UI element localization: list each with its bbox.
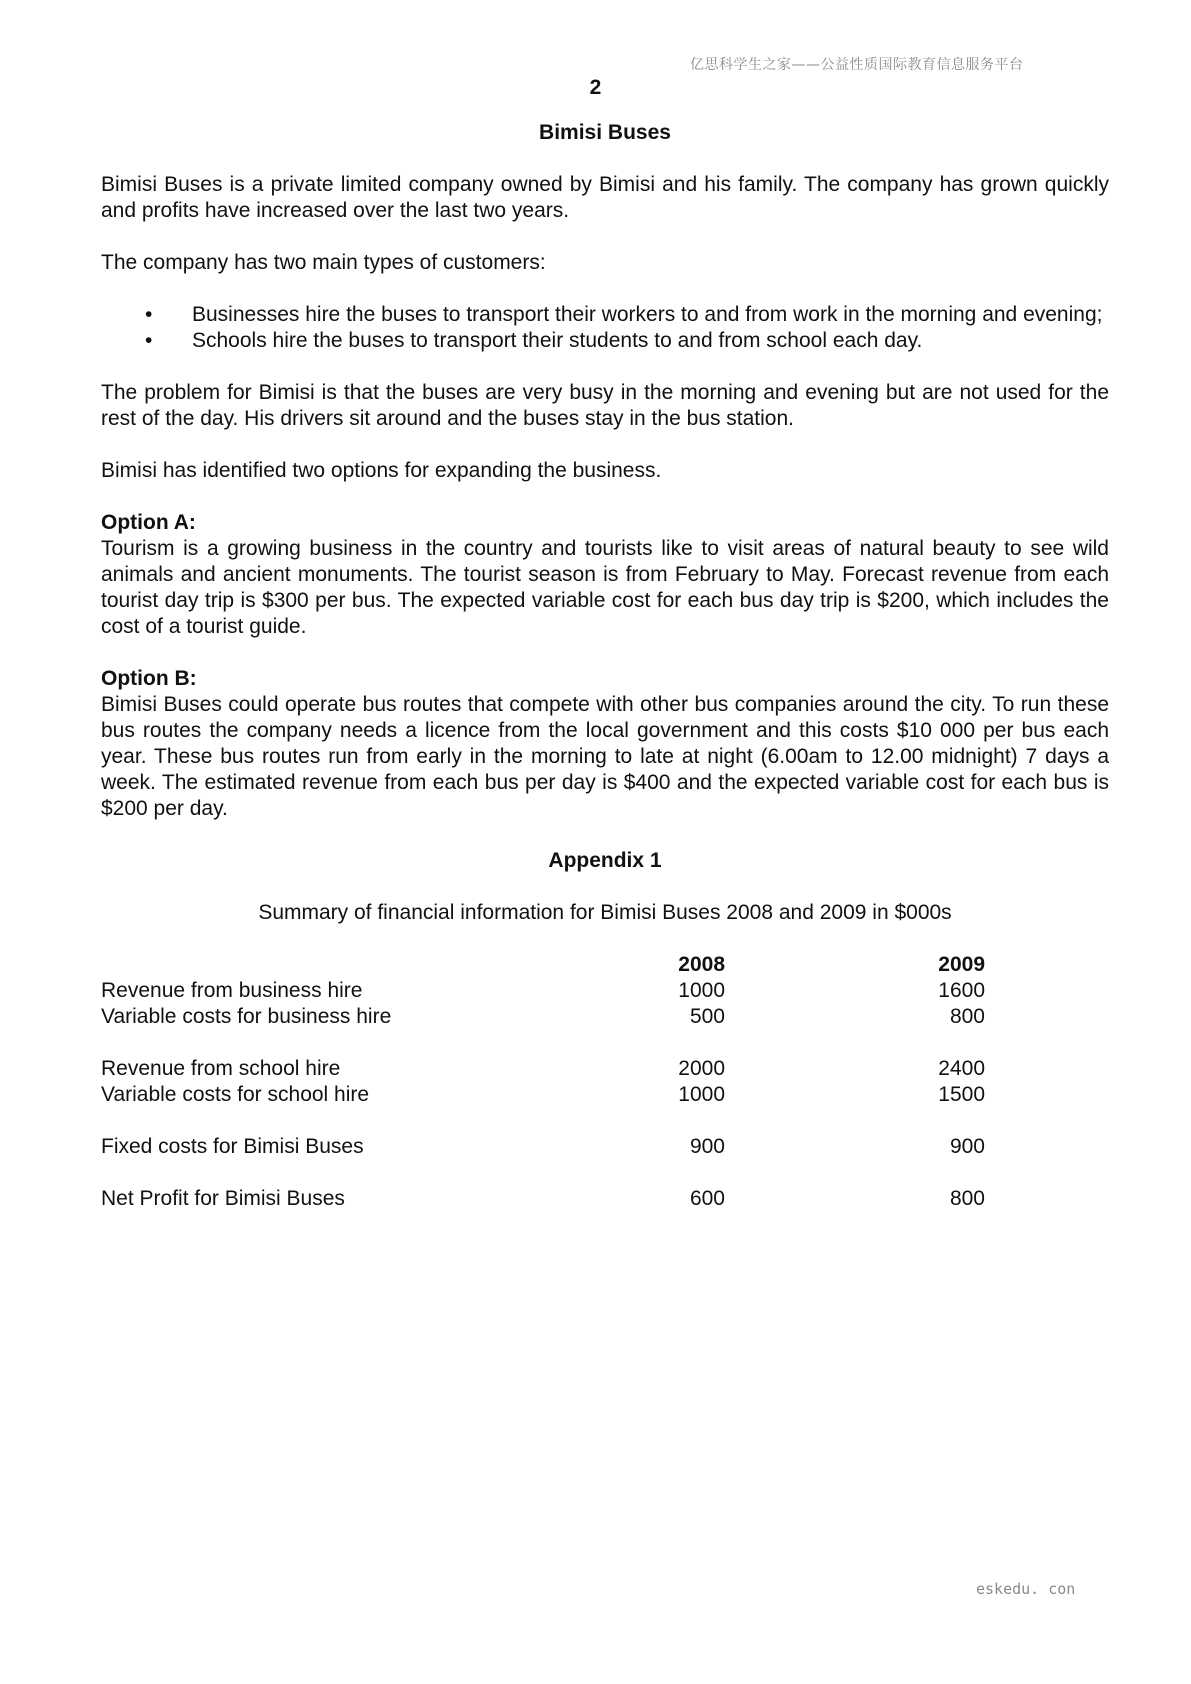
table-spacer bbox=[101, 1160, 985, 1186]
value-2009: 2400 bbox=[938, 1057, 985, 1080]
bullet-icon: • bbox=[145, 329, 153, 352]
table-row bbox=[101, 1082, 985, 1108]
watermark-text: 亿思科学生之家——公益性质国际教育信息服务平台 bbox=[690, 57, 1024, 73]
value-2009: 1600 bbox=[938, 979, 985, 1002]
option-b-heading: Option B: bbox=[101, 667, 197, 690]
row-label: Fixed costs for Bimisi Buses bbox=[101, 1135, 364, 1158]
table-row bbox=[101, 1004, 985, 1030]
column-header-2009: 2009 bbox=[938, 953, 985, 976]
options-intro-paragraph: Bimisi has identified two options for expanding the business. bbox=[101, 459, 662, 482]
list-item-text: Businesses hire the buses to transport their workers to and from work in the morning and evening; bbox=[192, 303, 1103, 326]
customer-list bbox=[101, 302, 1109, 354]
option-b-text: Bimisi Buses could operate bus routes that compete with other bus companies around the city. To run these bus routes the company needs a licence from the local government and this costs $10 000 per bus each year. These bus routes run from early in the morning to late at night (6.00am to 12.00 midnight) 7 days a week. The estimated revenue from each bus per day is $400 and the expected variable cost for each bus is $200 per day. bbox=[101, 693, 1109, 820]
table-spacer bbox=[101, 1108, 985, 1134]
problem-paragraph: The problem for Bimisi is that the buses are very busy in the morning and evening but are not used for the rest of the day. His drivers sit around and the buses stay in the bus station. bbox=[101, 381, 1109, 430]
value-2008: 900 bbox=[689, 1135, 725, 1158]
document-body bbox=[101, 120, 1109, 1212]
option-a-heading: Option A: bbox=[101, 511, 196, 534]
value-2008: 1000 bbox=[678, 979, 725, 1002]
value-2009: 800 bbox=[949, 1005, 985, 1028]
table-spacer bbox=[101, 1030, 985, 1056]
appendix-title: Appendix 1 bbox=[548, 849, 662, 872]
document-title: Bimisi Buses bbox=[539, 121, 671, 144]
financial-table bbox=[101, 952, 985, 1212]
row-label: Revenue from school hire bbox=[101, 1057, 341, 1080]
row-label: Revenue from business hire bbox=[101, 979, 363, 1002]
list-item bbox=[101, 302, 1109, 328]
table-header-blank bbox=[101, 952, 601, 978]
bullet-icon: • bbox=[145, 303, 153, 326]
row-label: Variable costs for school hire bbox=[101, 1083, 370, 1106]
intro-paragraph: Bimisi Buses is a private limited company owned by Bimisi and his family. The company has grown quickly and profits have increased over the last two years. bbox=[101, 173, 1109, 222]
page-number: 2 bbox=[589, 76, 602, 99]
table-row bbox=[101, 1186, 985, 1212]
row-label: Variable costs for business hire bbox=[101, 1005, 392, 1028]
list-item bbox=[101, 328, 1109, 354]
appendix-caption: Summary of financial information for Bimisi Buses 2008 and 2009 in $000s bbox=[258, 901, 952, 924]
column-header-2008: 2008 bbox=[678, 953, 725, 976]
value-2008: 1000 bbox=[678, 1083, 725, 1106]
list-item-text: Schools hire the buses to transport their students to and from school each day. bbox=[192, 329, 923, 352]
footer-site-mark: eskedu. con bbox=[976, 1580, 1076, 1598]
customers-intro-paragraph: The company has two main types of customers: bbox=[101, 251, 546, 274]
value-2008: 2000 bbox=[678, 1057, 725, 1080]
value-2009: 800 bbox=[949, 1187, 985, 1210]
table-row bbox=[101, 1134, 985, 1160]
table-row bbox=[101, 978, 985, 1004]
option-a-text: Tourism is a growing business in the country and tourists like to visit areas of natural beauty to see wild animals and ancient monuments. The tourist season is from February to May. Forecast revenue from each tourist day trip is $300 per bus. The expected variable cost for each bus day trip is $200, which includes the cost of a tourist guide. bbox=[101, 537, 1109, 638]
value-2008: 500 bbox=[689, 1005, 725, 1028]
value-2009: 1500 bbox=[938, 1083, 985, 1106]
row-label: Net Profit for Bimisi Buses bbox=[101, 1187, 345, 1210]
value-2009: 900 bbox=[949, 1135, 985, 1158]
value-2008: 600 bbox=[689, 1187, 725, 1210]
table-header-row bbox=[101, 952, 985, 978]
table-row bbox=[101, 1056, 985, 1082]
